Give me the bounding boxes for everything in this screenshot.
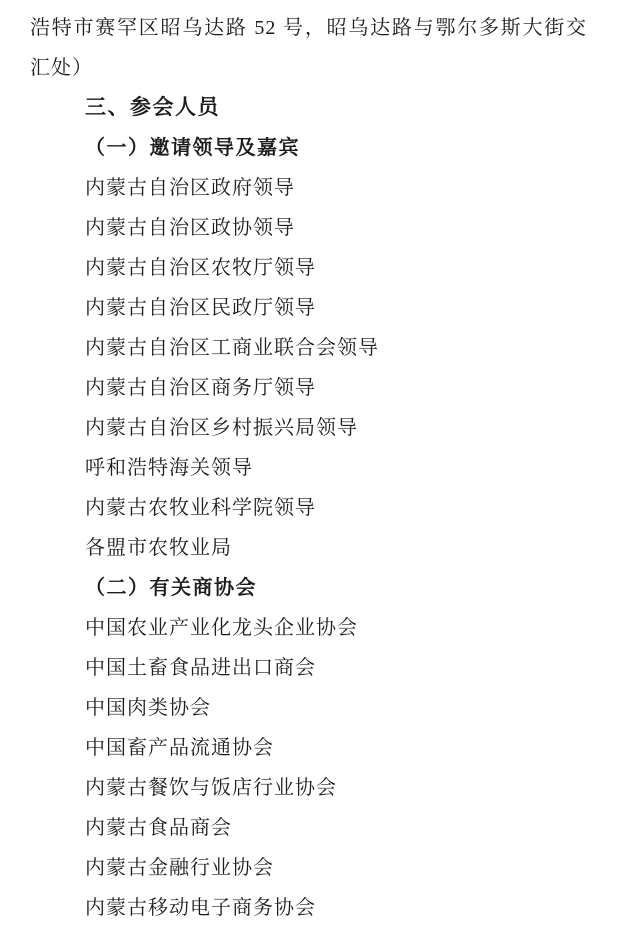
list-item: 内蒙古移动电子商务协会 xyxy=(85,897,316,919)
list-item: 中国农业产业化龙头企业协会 xyxy=(85,617,358,639)
list-item: 内蒙古餐饮与饭店行业协会 xyxy=(85,777,337,799)
list-item: 各盟市农牧业局 xyxy=(85,537,232,559)
intro-line-1: 浩特市赛罕区昭乌达路 52 号，昭乌达路与鄂尔多斯大街交 xyxy=(30,17,587,39)
subsection2-heading: （二）有关商协会 xyxy=(85,577,257,599)
section-heading: 三、参会人员 xyxy=(85,96,220,119)
list-item: 内蒙古金融行业协会 xyxy=(85,857,274,879)
list-item: 呼和浩特海关领导 xyxy=(85,457,253,479)
list-item: 内蒙古自治区政协领导 xyxy=(85,217,295,239)
intro-line-2: 汇处） xyxy=(30,57,93,79)
list-item: 内蒙古自治区工商业联合会领导 xyxy=(85,337,379,359)
list-item: 内蒙古自治区农牧厅领导 xyxy=(85,257,316,279)
subsection1-heading: （一）邀请领导及嘉宾 xyxy=(85,137,300,159)
list-item: 内蒙古食品商会 xyxy=(85,817,232,839)
list-item: 中国肉类协会 xyxy=(85,697,211,719)
list-item: 内蒙古自治区乡村振兴局领导 xyxy=(85,417,358,439)
list-item: 内蒙古自治区商务厅领导 xyxy=(85,377,316,399)
list-item: 内蒙古农牧业科学院领导 xyxy=(85,497,316,519)
list-item: 内蒙古自治区民政厅领导 xyxy=(85,297,316,319)
list-item: 中国土畜食品进出口商会 xyxy=(85,657,316,679)
list-item: 内蒙古自治区政府领导 xyxy=(85,177,295,199)
list-item: 中国畜产品流通协会 xyxy=(85,737,274,759)
